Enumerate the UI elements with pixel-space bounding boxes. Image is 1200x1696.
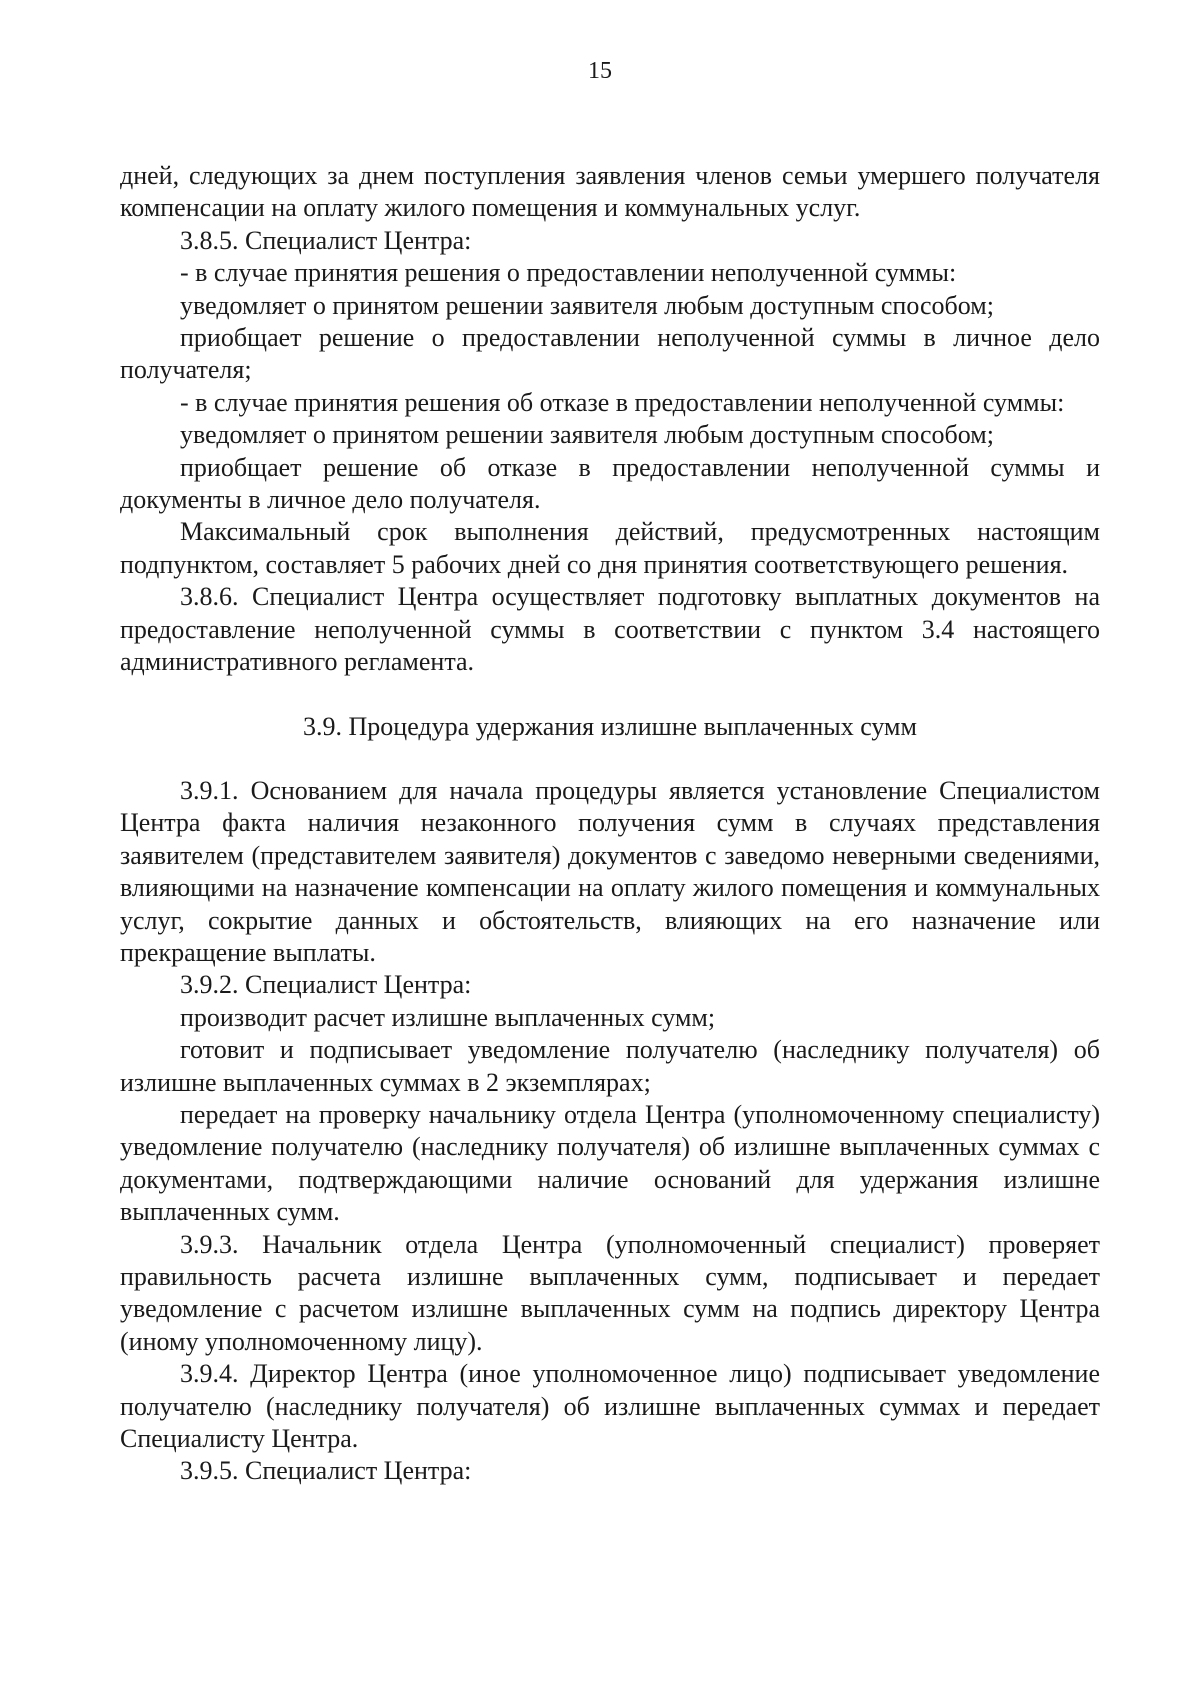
paragraph: 3.8.6. Специалист Центра осуществляет подготовку выплатных документов на предоставление неполученной суммы в соответствии с пунктом 3.4 настоящего административного регламента. bbox=[120, 582, 1100, 677]
paragraph: производит расчет излишне выплаченных сумм; bbox=[180, 1002, 716, 1032]
paragraph: - в случае принятия решения о предоставлении неполученной суммы: bbox=[180, 258, 957, 288]
section-heading: 3.9. Процедура удержания излишне выплаченных сумм bbox=[303, 711, 917, 741]
paragraph: уведомляет о принятом решении заявителя любым доступным способом; bbox=[180, 290, 994, 320]
paragraph: передает на проверку начальнику отдела Центра (уполномоченному специалисту) уведомление получателю (наследнику получателя) об излишне выплаченных суммах с документами, подтверждающими наличие оснований для удержания излишне выплаченных сумм. bbox=[120, 1099, 1100, 1227]
document-body bbox=[120, 160, 1100, 1488]
paragraph: уведомляет о принятом решении заявителя любым доступным способом; bbox=[180, 420, 994, 450]
paragraph: 3.9.2. Специалист Центра: bbox=[180, 970, 472, 1000]
paragraph: 3.9.4. Директор Центра (иное уполномоченное лицо) подписывает уведомление получателю (наследнику получателя) об излишне выплаченных суммах и передает Специалисту Центра. bbox=[120, 1359, 1100, 1454]
paragraph: 3.9.5. Специалист Центра: bbox=[180, 1456, 472, 1486]
paragraph: приобщает решение об отказе в предоставлении неполученной суммы и документы в личное дело получателя. bbox=[120, 452, 1100, 515]
paragraph: 3.9.1. Основанием для начала процедуры является установление Специалистом Центра факта наличия незаконного получения сумм в случаях представления заявителем (представителем заявителя) документов с заведомо неверными сведениями, влияющими на назначение компенсации на оплату жилого помещения и коммунальных услуг, сокрытие данных и обстоятельств, влияющих на его назначение или прекращение выплаты. bbox=[120, 775, 1100, 967]
paragraph: дней, следующих за днем поступления заявления членов семьи умершего получателя компенсации на оплату жилого помещения и коммунальных услуг. bbox=[120, 161, 1100, 223]
paragraph: готовит и подписывает уведомление получателю (наследнику получателя) об излишне выплаченных суммах в 2 экземплярах; bbox=[120, 1035, 1100, 1097]
paragraph: 3.8.5. Специалист Центра: bbox=[180, 225, 472, 255]
paragraph: Максимальный срок выполнения действий, предусмотренных настоящим подпунктом, составляет 5 рабочих дней со дня принятия соответствующего решения. bbox=[120, 517, 1100, 579]
paragraph: приобщает решение о предоставлении неполученной суммы в личное дело получателя; bbox=[120, 323, 1100, 385]
page-number: 15 bbox=[588, 58, 612, 84]
paragraph: 3.9.3. Начальник отдела Центра (уполномоченный специалист) проверяет правильность расчета излишне выплаченных сумм, подписывает и передает уведомление с расчетом излишне выплаченных сумм на подпись директору Центра (иному уполномоченному лицу). bbox=[120, 1229, 1100, 1356]
paragraph: - в случае принятия решения об отказе в предоставлении неполученной суммы: bbox=[180, 387, 1065, 417]
